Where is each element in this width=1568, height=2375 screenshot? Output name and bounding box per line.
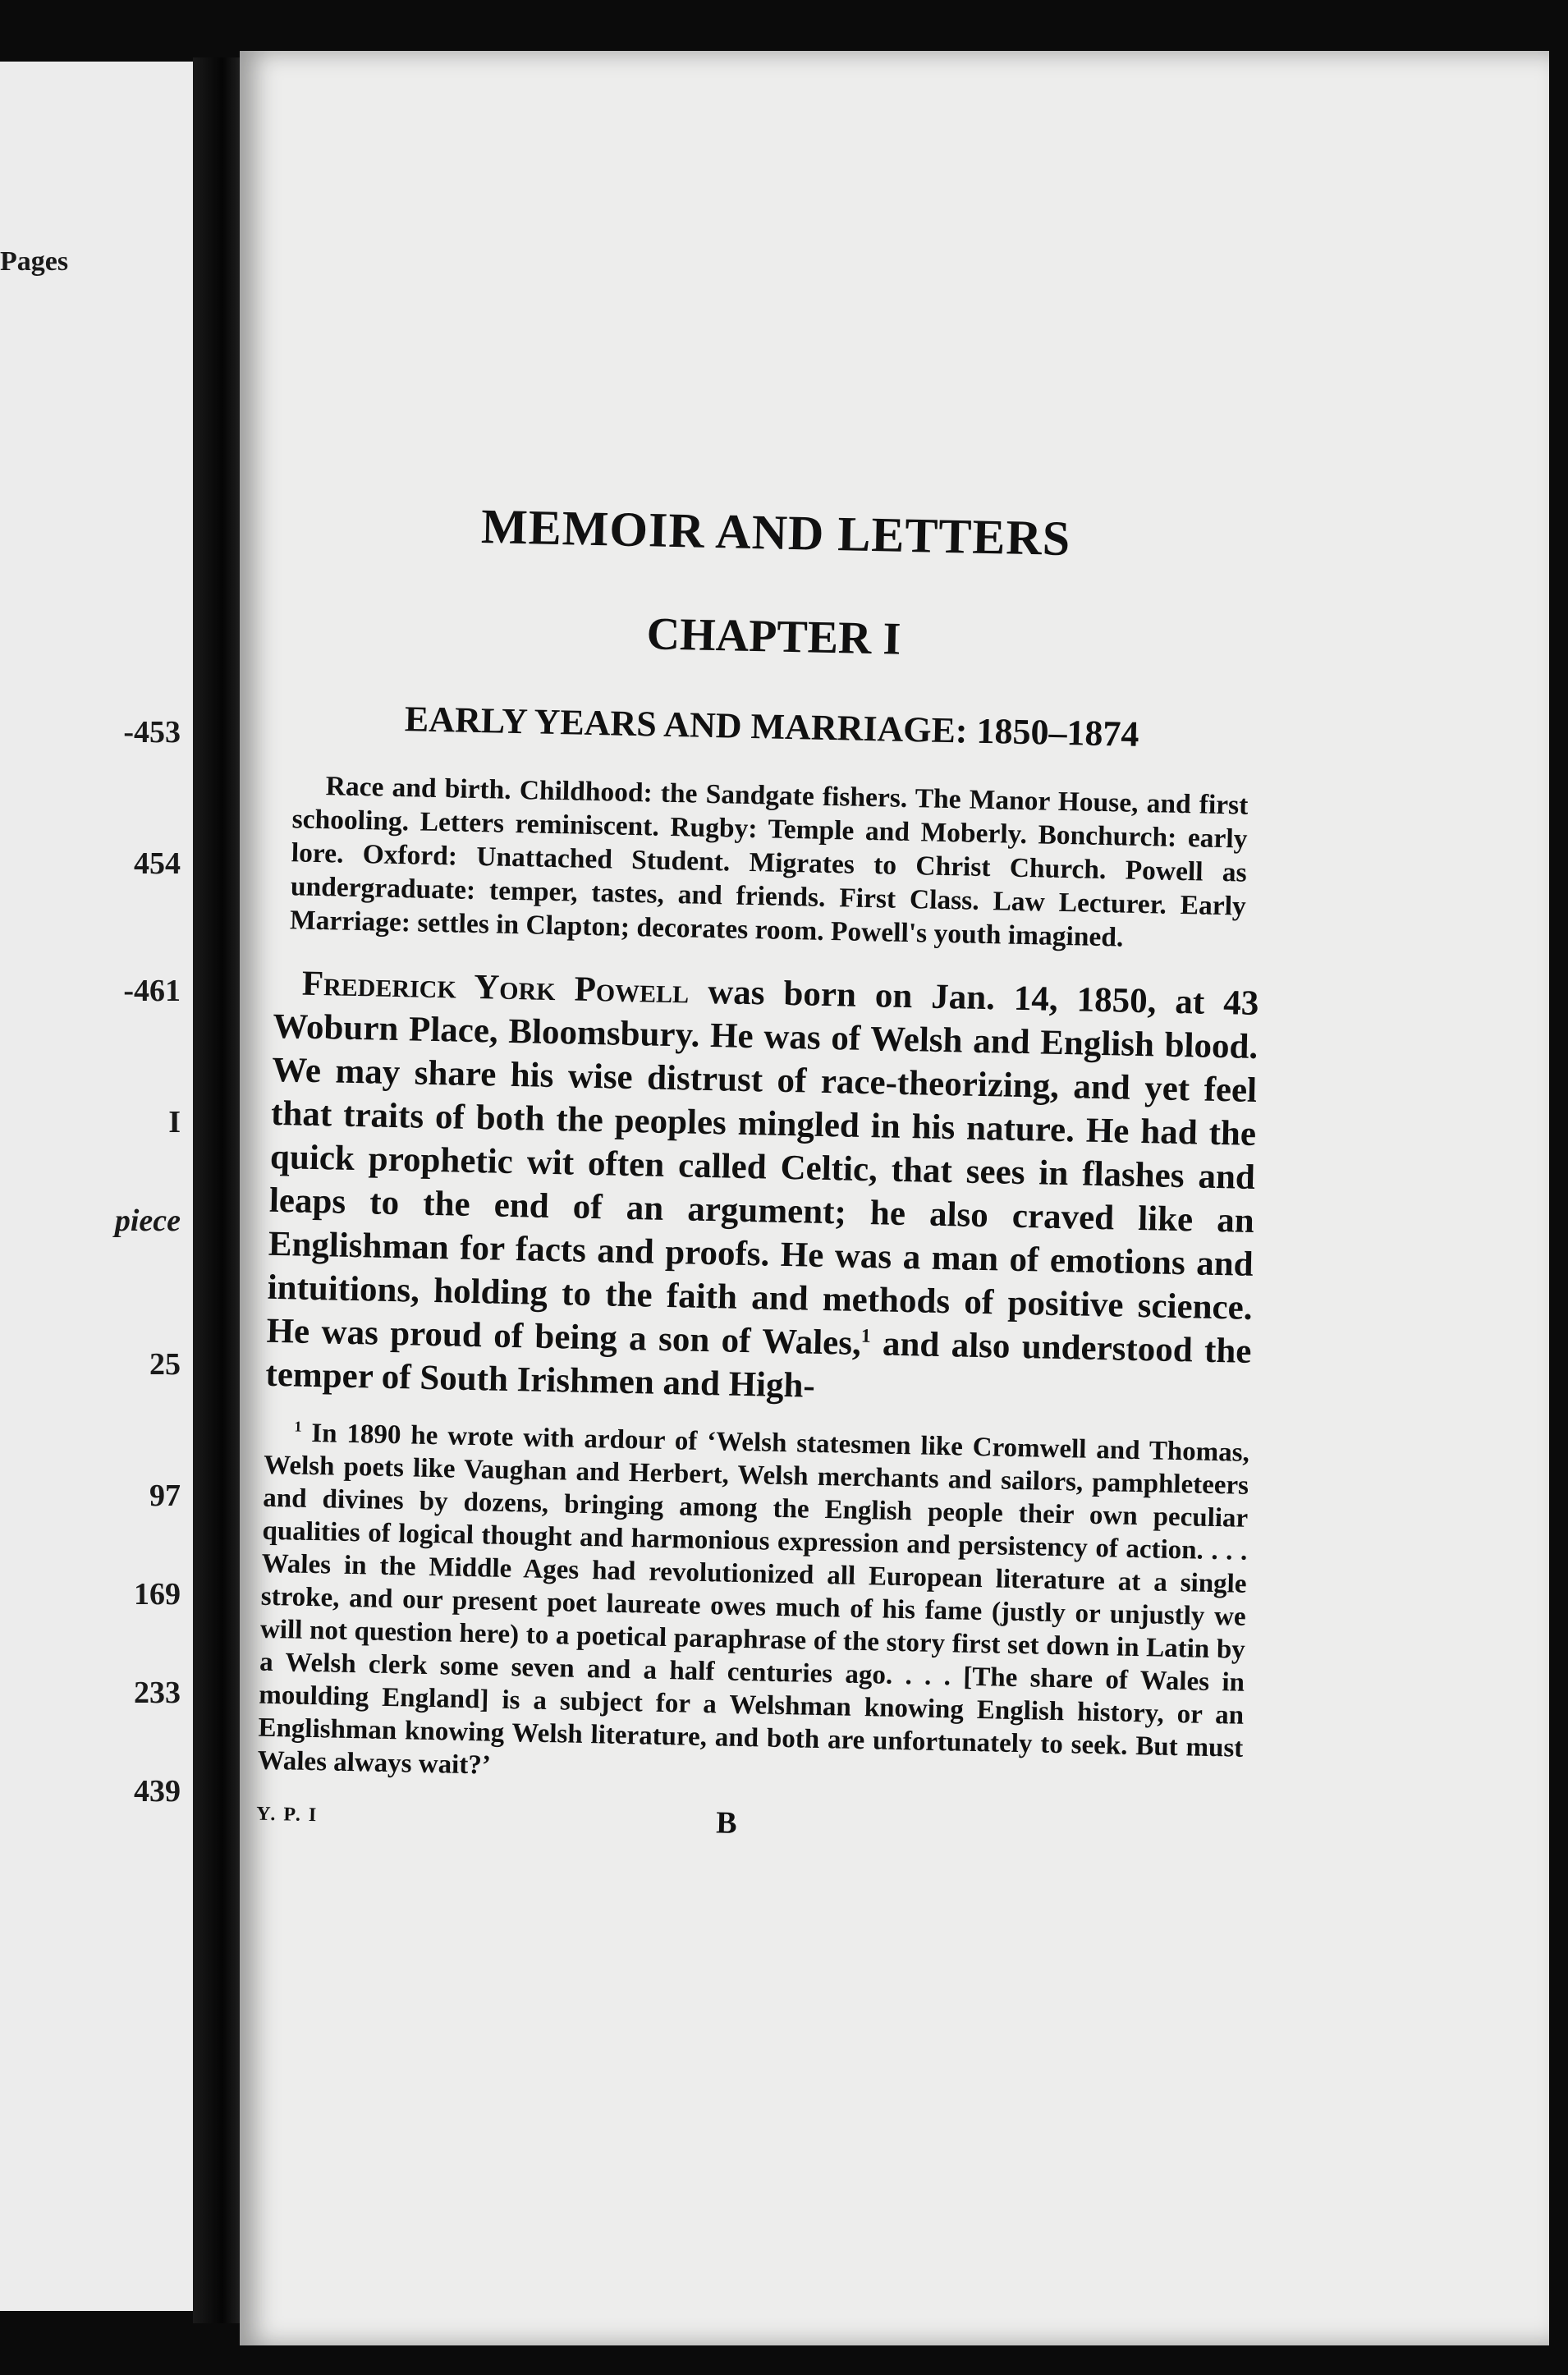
book-title: MEMOIR AND LETTERS xyxy=(480,499,1071,566)
footnote-marker: 1 xyxy=(294,1418,302,1435)
subject-name: Frederick York Powell xyxy=(301,964,690,1011)
book-gutter xyxy=(193,57,242,2323)
facing-page-text-9: 233 xyxy=(134,1676,181,1710)
signature-mark: B xyxy=(715,1805,738,1841)
facing-page-text-0: Pages xyxy=(0,246,69,277)
facing-page-text-5: piece xyxy=(114,1204,181,1238)
printer-signature: Y. P. I xyxy=(256,1803,319,1827)
facing-page-text-1: -453 xyxy=(123,715,181,750)
book-page xyxy=(240,51,1549,2345)
facing-page-text-4: I xyxy=(168,1105,181,1139)
body-text-end: and also understood the temper of South Irishmen and High- xyxy=(265,1324,1252,1405)
chapter-label: CHAPTER I xyxy=(646,608,901,665)
facing-page-text-6: 25 xyxy=(149,1347,181,1382)
page-footer xyxy=(256,1795,1242,1857)
footnote xyxy=(257,1416,1249,1798)
facing-page-text-3: -461 xyxy=(123,974,181,1008)
footnote-text: In 1890 he wrote with ardour of ‘Welsh statesmen like Cromwell and Thomas, Welsh poets like Vaughan and Herbert, Welsh merchants and sailors, pamphleteers and divines by dozens, bringing among the English people their own peculiar qualities of logical thought and harmonious expression and persistency of action. . . . Wales in the Middle Ages had revolutionized all European literature at a single stroke, and our present poet laureate owes much of his fame (justly or unjustly we will not question here) to a poetical paraphrase of the story first set down in Latin by a Welsh clerk some seven and a half centuries ago. . . . [The share of Wales in moulding England] is a subject for a Welshman knowing English history, or an Englishman knowing Welsh literature, and both are unfortunately to seek. But must Wales always wait?’ xyxy=(257,1418,1250,1781)
body-text: was born on Jan. 14, 1850, at 43 Woburn Place, Bloomsbury. He was of Welsh and English blood. We may share his wise distrust of race-theorizing, and yet feel that traits of both the peoples mingled in his nature. He had the quick prophetic wit often called Celtic, that sees in flashes and leaps to the end of an argument; he also craved like an Englishman for facts and proofs. He was a man of emotions and intuitions, holding to the faith and methods of positive science. He was proud of being a son of Wales, xyxy=(266,972,1259,1363)
chapter-title: EARLY YEARS AND MARRIAGE: 1850–1874 xyxy=(404,699,1139,754)
facing-page-text-10: 439 xyxy=(134,1774,181,1809)
facing-page-text-7: 97 xyxy=(149,1479,181,1513)
chapter-synopsis: Race and birth. Childhood: the Sandgate fishers. The Manor House, and first schooling. Letters reminiscent. Rugby: Temple and Moberly. Bonchurch: early lore. Oxford: Unattached Student. Migrates to Christ Church. Powell as undergraduate: temper, tastes, and friends. First Class. Law Lecturer. Early Marriage: settles in Clapton; decorates room. Powell's youth imagined. xyxy=(289,771,1249,953)
body-paragraph xyxy=(265,961,1259,1417)
facing-page-text-8: 169 xyxy=(134,1577,181,1612)
facing-page-fragment xyxy=(0,62,193,2311)
page-text-block xyxy=(256,494,1269,1857)
footnote-reference: 1 xyxy=(860,1325,872,1347)
facing-page-text-2: 454 xyxy=(134,846,181,881)
